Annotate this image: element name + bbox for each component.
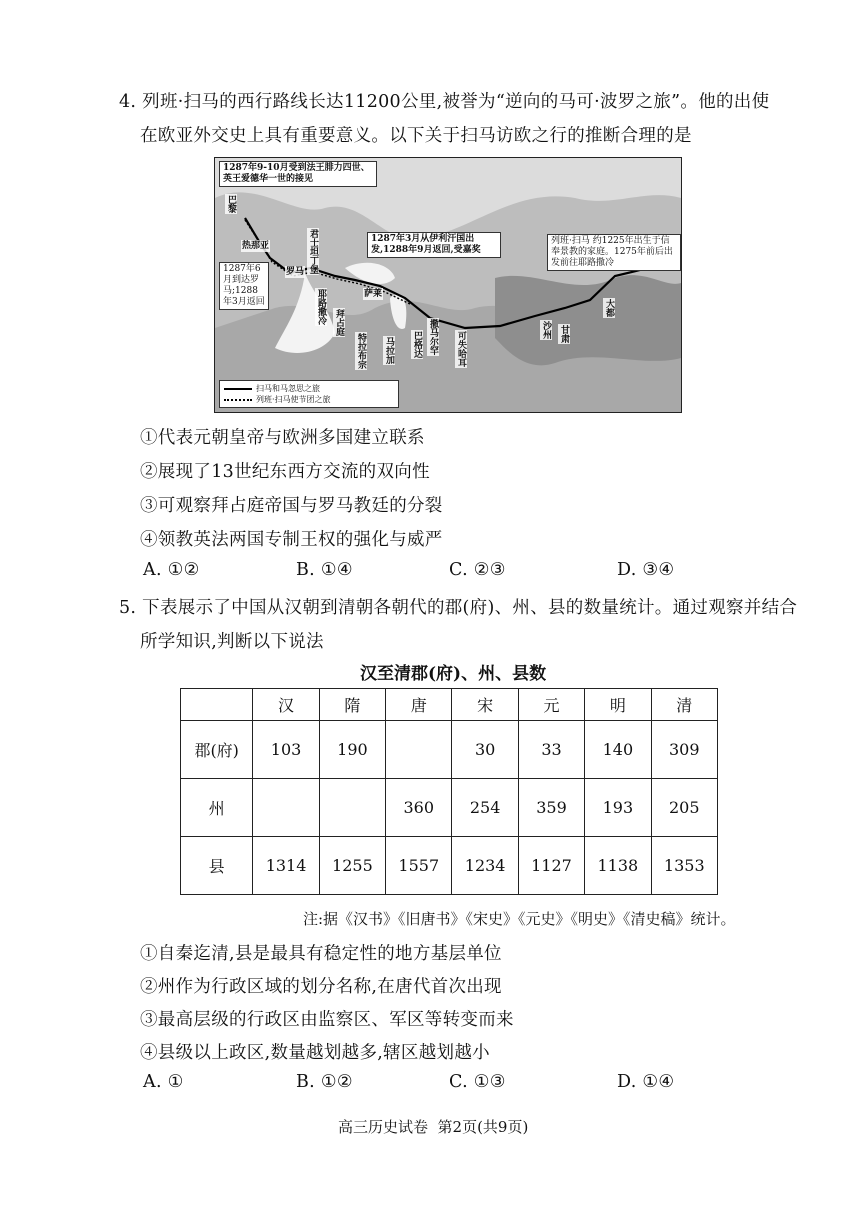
table-row <box>181 779 718 837</box>
table-header-row <box>181 689 718 721</box>
map-legend <box>219 380 399 408</box>
table-header: 清 <box>651 689 717 721</box>
place-constantinople: 君士坦丁堡 <box>308 229 318 274</box>
map-note-biography: 列班·扫马 约1225年出生于信奉景教的家庭。1275年前后出发前往耶路撒冷 <box>547 234 681 271</box>
page-footer: 高三历史试卷 第2页(共9页) <box>338 1118 529 1136</box>
table-cell: 1255 <box>319 837 385 895</box>
q5-choice-b: B. ①② <box>296 1072 353 1092</box>
map-note-rome-arrival: 1287年6月到达罗马;1288年3月返回 <box>219 262 269 310</box>
place-trabzon: 特拉布宗 <box>356 333 366 369</box>
table-cell: 193 <box>585 779 651 837</box>
row-label: 州 <box>181 779 253 837</box>
q4-choice-a: A. ①② <box>143 560 200 580</box>
map-note-king-audience: 1287年9-10月受到法王腓力四世、英王爱德华一世的接见 <box>219 161 377 187</box>
place-baghdad: 巴格达 <box>412 331 422 358</box>
q4-stem-line2: 在欧亚外交史上具有重要意义。以下关于扫马访欧之行的推断合理的是 <box>140 126 692 146</box>
map-note-departure: 1287年3月从伊利汗国出发,1288年9月返回,受嘉奖 <box>367 232 501 258</box>
table-cell <box>386 721 452 779</box>
table-header <box>181 689 253 721</box>
q4-option-1: ①代表元朝皇帝与欧洲多国建立联系 <box>140 428 425 448</box>
place-gansu: 甘肃 <box>559 325 569 343</box>
table-header: 隋 <box>319 689 385 721</box>
table-row <box>181 721 718 779</box>
table-header: 宋 <box>452 689 518 721</box>
table-cell: 360 <box>386 779 452 837</box>
q4-option-3: ③可观察拜占庭帝国与罗马教廷的分裂 <box>140 496 443 516</box>
route-map <box>214 157 682 413</box>
q5-stem-line2: 所学知识,判断以下说法 <box>140 632 324 652</box>
q4-choice-c: C. ②③ <box>449 560 506 580</box>
place-maragha: 马拉加 <box>384 337 394 364</box>
q5-stem-line1: 5. 下表展示了中国从汉朝到清朝各朝代的郡(府)、州、县的数量统计。通过观察并结合 <box>119 598 798 618</box>
table-cell: 1138 <box>585 837 651 895</box>
table-cell: 103 <box>253 721 319 779</box>
q5-option-2: ②州作为行政区域的划分名称,在唐代首次出现 <box>140 977 502 997</box>
table-cell: 33 <box>518 721 584 779</box>
legend-label-1: 扫马和马忽思之旅 <box>256 384 320 393</box>
q4-choice-b: B. ①④ <box>296 560 353 580</box>
place-dadu: 大都 <box>604 299 614 317</box>
table-header: 唐 <box>386 689 452 721</box>
legend-solid-line <box>224 388 252 390</box>
q4-choice-d: D. ③④ <box>617 560 675 580</box>
table-header: 明 <box>585 689 651 721</box>
table-cell: 1353 <box>651 837 717 895</box>
place-byzantium: 拜占庭 <box>334 309 344 336</box>
place-shazhou: 沙州 <box>541 321 551 339</box>
place-jerusalem: 耶路撒冷 <box>316 289 326 325</box>
table-cell: 205 <box>651 779 717 837</box>
q5-choice-d: D. ①④ <box>617 1072 675 1092</box>
place-sarai: 萨莱 <box>364 289 383 299</box>
row-label: 郡(府) <box>181 721 253 779</box>
table-title: 汉至清郡(府)、州、县数 <box>360 664 547 684</box>
map-terrain <box>215 158 681 412</box>
legend-label-2: 列班·扫马使节团之旅 <box>256 395 331 404</box>
place-kashgar: 可失哈耳 <box>456 331 466 367</box>
table-cell: 140 <box>585 721 651 779</box>
place-samarkand: 撒马尔罕 <box>428 319 438 355</box>
legend-row-1 <box>224 383 394 394</box>
place-paris: 巴黎 <box>226 195 236 213</box>
table-cell <box>319 779 385 837</box>
table-source-note: 注:据《汉书》《旧唐书》《宋史》《元史》《明史》《清史稿》统计。 <box>303 910 736 928</box>
place-genoa: 热那亚 <box>242 241 270 251</box>
table-cell: 254 <box>452 779 518 837</box>
table-cell: 1127 <box>518 837 584 895</box>
table-row <box>181 837 718 895</box>
table-cell: 1314 <box>253 837 319 895</box>
place-rome: 罗马 <box>286 267 305 277</box>
prefecture-count-table <box>180 688 718 895</box>
legend-dotted-line <box>224 399 252 401</box>
table-cell: 1234 <box>452 837 518 895</box>
table-cell: 30 <box>452 721 518 779</box>
q5-choice-c: C. ①③ <box>449 1072 506 1092</box>
q5-option-4: ④县级以上政区,数量越划越多,辖区越划越小 <box>140 1043 490 1063</box>
q4-option-4: ④领教英法两国专制王权的强化与威严 <box>140 530 443 550</box>
row-label: 县 <box>181 837 253 895</box>
q4-option-2: ②展现了13世纪东西方交流的双向性 <box>140 462 430 482</box>
table-cell: 359 <box>518 779 584 837</box>
table-cell: 309 <box>651 721 717 779</box>
q5-choice-a: A. ① <box>143 1072 184 1092</box>
table-header: 元 <box>518 689 584 721</box>
table-cell <box>253 779 319 837</box>
q5-option-3: ③最高层级的行政区由监察区、军区等转变而来 <box>140 1010 514 1030</box>
q5-option-1: ①自秦迄清,县是最具有稳定性的地方基层单位 <box>140 944 502 964</box>
table-cell: 190 <box>319 721 385 779</box>
q4-stem-line1: 4. 列班·扫马的西行路线长达11200公里,被誉为“逆向的马可·波罗之旅”。他的出使 <box>119 92 770 112</box>
table-header: 汉 <box>253 689 319 721</box>
table-cell: 1557 <box>386 837 452 895</box>
legend-row-2 <box>224 394 394 405</box>
